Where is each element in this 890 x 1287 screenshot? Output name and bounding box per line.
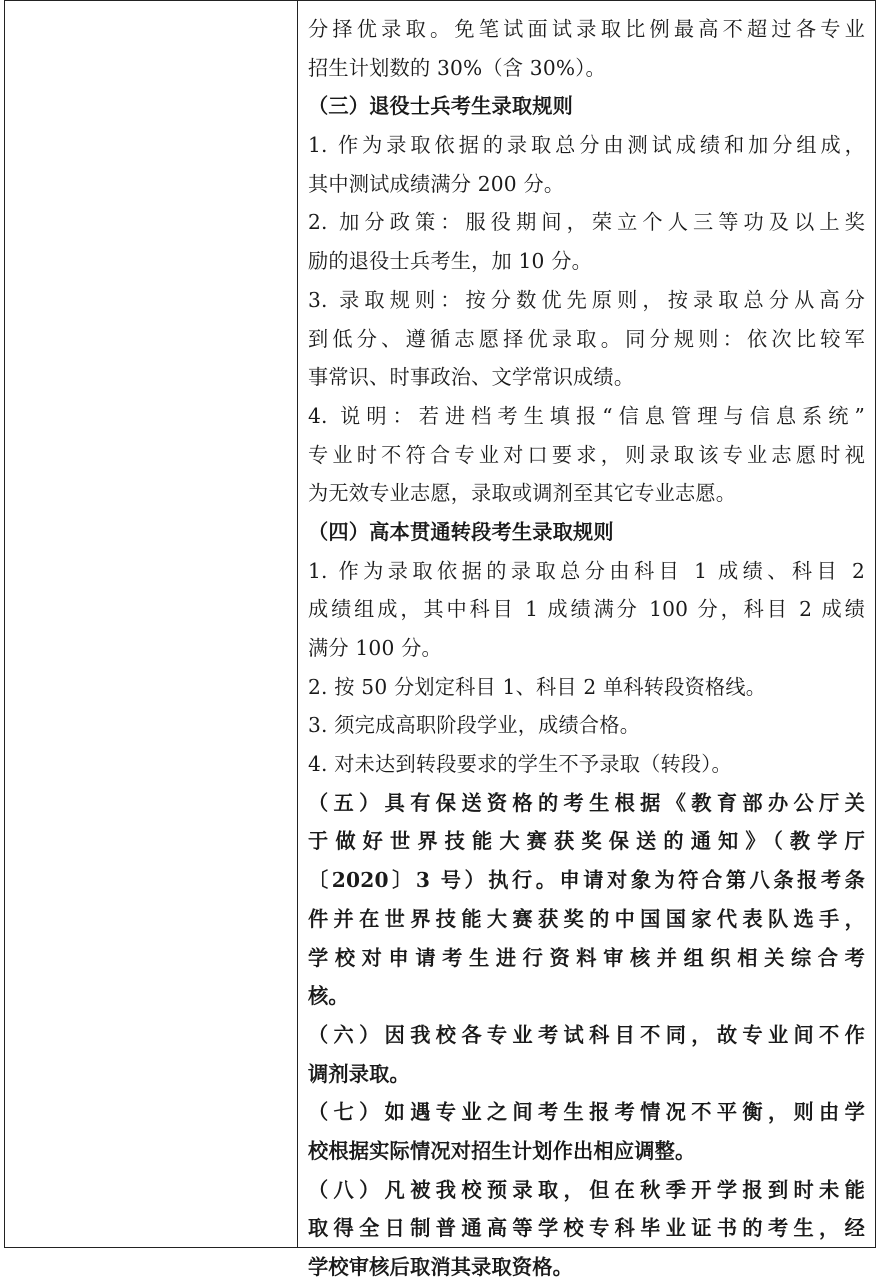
- text-line: （八）凡被我校预录取，但在秋季开学报到时未能: [308, 1177, 865, 1202]
- text-line: 〔2020〕3 号）执行。申请对象为符合第八条报考条: [308, 868, 865, 893]
- text-line: 4. 说明：若进档考生填报“信息管理与信息系统”: [308, 403, 865, 428]
- text-line: （七）如遇专业之间考生报考情况不平衡，则由学: [308, 1100, 865, 1125]
- text-line: 学校审核后取消其录取资格。: [308, 1255, 574, 1279]
- text-line: 分择优录取。免笔试面试录取比例最高不超过各专业: [308, 17, 865, 41]
- text-line: （四）高本贯通转段考生录取规则: [308, 519, 614, 544]
- text-line: 校根据实际情况对招生计划作出相应调整。: [308, 1138, 696, 1163]
- text-line: 事常识、时事政治、文学常识成绩。: [308, 365, 635, 390]
- text-line: 3. 录取规则：按分数优先原则，按录取总分从高分: [308, 287, 865, 312]
- table-content-cell: [299, 1, 875, 1279]
- text-line: 3. 须完成高职阶段学业，成绩合格。: [308, 713, 641, 738]
- text-line: 满分 100 分。: [308, 636, 442, 660]
- text-line: 件并在世界技能大赛获奖的中国国家代表队选手，: [308, 906, 865, 931]
- text-line: 1. 作为录取依据的录取总分由测试成绩和加分组成，: [308, 133, 865, 158]
- text-line: 为无效专业志愿，录取或调剂至其它专业志愿。: [308, 481, 737, 506]
- text-line: 4. 对未达到转段要求的学生不予录取（转段）。: [308, 752, 732, 777]
- text-line: （六）因我校各专业考试科目不同，故专业间不作: [308, 1022, 865, 1047]
- text-line: 其中测试成绩满分 200 分。: [308, 171, 565, 196]
- text-line: （五）具有保送资格的考生根据《教育部办公厅关: [308, 790, 865, 815]
- text-line: 励的退役士兵考生，加 10 分。: [308, 249, 592, 274]
- text-line: （三）退役士兵考生录取规则: [308, 94, 574, 119]
- table-left-column: [5, 1, 298, 1247]
- text-line: 成绩组成，其中科目 1 成绩满分 100 分，科目 2 成绩: [308, 597, 865, 622]
- text-line: 取得全日制普通高等学校专科毕业证书的考生，经: [308, 1216, 865, 1241]
- text-line: 2. 加分政策：服役期间，荣立个人三等功及以上奖: [308, 210, 865, 235]
- text-line: 学校对申请考生进行资料审核并组织相关综合考: [308, 945, 865, 970]
- text-line: 2. 按 50 分划定科目 1、科目 2 单科转段资格线。: [308, 674, 767, 699]
- text-line: 1. 作为录取依据的录取总分由科目 1 成绩、科目 2: [308, 558, 865, 583]
- document-table: [4, 0, 876, 1279]
- text-line: 专业时不符合专业对口要求，则录取该专业志愿时视: [308, 442, 865, 467]
- text-line: 招生计划数的 30%（含 30%）。: [308, 55, 606, 80]
- text-line: 于做好世界技能大赛获奖保送的通知》（教学厅: [308, 829, 865, 854]
- text-line: 到低分、遵循志愿择优录取。同分规则：依次比较军: [308, 326, 865, 351]
- text-line: 核。: [308, 984, 349, 1009]
- text-line: 调剂录取。: [308, 1061, 410, 1086]
